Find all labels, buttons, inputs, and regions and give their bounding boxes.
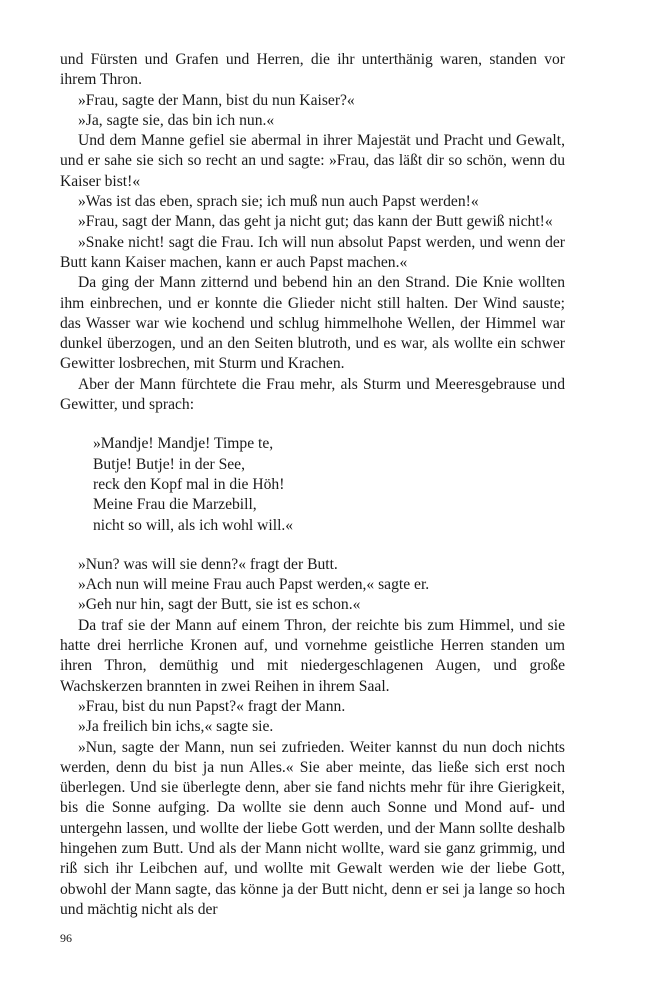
paragraph: »Ja, sagte sie, das bin ich nun.« bbox=[78, 111, 275, 129]
verse-line: reck den Kopf mal in die Höh! bbox=[93, 475, 285, 493]
verse-line: »Mandje! Mandje! Timpe te, bbox=[93, 435, 274, 453]
verse-block bbox=[60, 434, 565, 535]
paragraph: »Nun? was will sie denn?« fragt der Butt. bbox=[78, 555, 338, 573]
paragraph: »Geh nur hin, sagt der Butt, sie ist es schon.« bbox=[78, 596, 361, 614]
paragraph: »Ach nun will meine Frau auch Papst werden,« sagte er. bbox=[78, 576, 430, 594]
paragraph: Da traf sie der Mann auf einem Thron, der reichte bis zum Himmel, und sie hatte drei herrliche Kronen auf, und vornehme geistliche Herren standen um ihren Thron, demüthig und mit niedergeschlagenen Augen, und große Wachskerzen brannten in zwei Reihen in ihrem Saal. bbox=[60, 616, 565, 695]
paragraph: »Frau, sagt der Mann, das geht ja nicht gut; das kann der Butt gewiß nicht!« bbox=[78, 213, 553, 231]
verse-line: Butje! Butje! in der See, bbox=[93, 455, 246, 473]
paragraph: Und dem Manne gefiel sie abermal in ihrer Majestät und Pracht und Gewalt, und er sahe sie sich so recht an und sagte: »Frau, das läßt dir so schön, wenn du Kaiser bist!« bbox=[60, 132, 565, 190]
page-number: 96 bbox=[60, 931, 72, 945]
paragraph: und Fürsten und Grafen und Herren, die ihr unterthänig waren, standen vor ihrem Thron. bbox=[60, 51, 565, 89]
paragraph: »Ja freilich bin ichs,« sagte sie. bbox=[78, 718, 274, 736]
paragraph: Da ging der Mann zitternd und bebend hin an den Strand. Die Knie wollten ihm einbrechen, und er konnte die Glieder nicht still halten. Der Wind sauste; das Wasser war wie kochend und schlug himmelhohe Wellen, der Himmel war dunkel überzogen, und an den Seiten blutroth, und es war, als wollte ein schwer Gewitter losbrechen, mit Sturm und Krachen. bbox=[60, 274, 565, 373]
paragraph: »Frau, bist du nun Papst?« fragt der Mann. bbox=[78, 697, 346, 715]
verse-line: Meine Frau die Marzebill, bbox=[93, 496, 257, 514]
paragraph: »Frau, sagte der Mann, bist du nun Kaiser?« bbox=[78, 91, 355, 109]
body-text bbox=[60, 50, 565, 920]
verse-line: nicht so will, als ich wohl will.« bbox=[93, 516, 294, 534]
paragraph: Aber der Mann fürchtete die Frau mehr, als Sturm und Meeresgebrause und Gewitter, und sprach: bbox=[60, 375, 565, 414]
paragraph: »Nun, sagte der Mann, nun sei zufrieden. Weiter kannst du nun doch nichts werden, denn du bist ja nun Alles.« Sie aber meinte, das ließe sich erst noch überlegen. Und sie überlegte denn, aber sie fand nichts mehr für ihre Gierigkeit, bis die Sonne aufging. Da wollte sie denn auch Sonne und Mond auf- und untergehn lassen, und wollte der liebe Gott werden, und der Mann sollte deshalb hingehen zum Butt. Und als der Mann nicht wollte, ward sie ganz grimmig, und riß sich ihr Leibchen auf, und wollte mit Gewalt werden wie der liebe Gott, obwohl der Mann sagte, das könne ja der Butt nicht, denn er sei ja lange so hoch und mächtig nicht als der bbox=[60, 738, 565, 918]
paragraph: »Snake nicht! sagt die Frau. Ich will nun absolut Papst werden, und wenn der Butt kann Kaiser machen, kann er auch Papst machen.« bbox=[60, 233, 565, 271]
paragraph: »Was ist das eben, sprach sie; ich muß nun auch Papst werden!« bbox=[78, 193, 479, 211]
